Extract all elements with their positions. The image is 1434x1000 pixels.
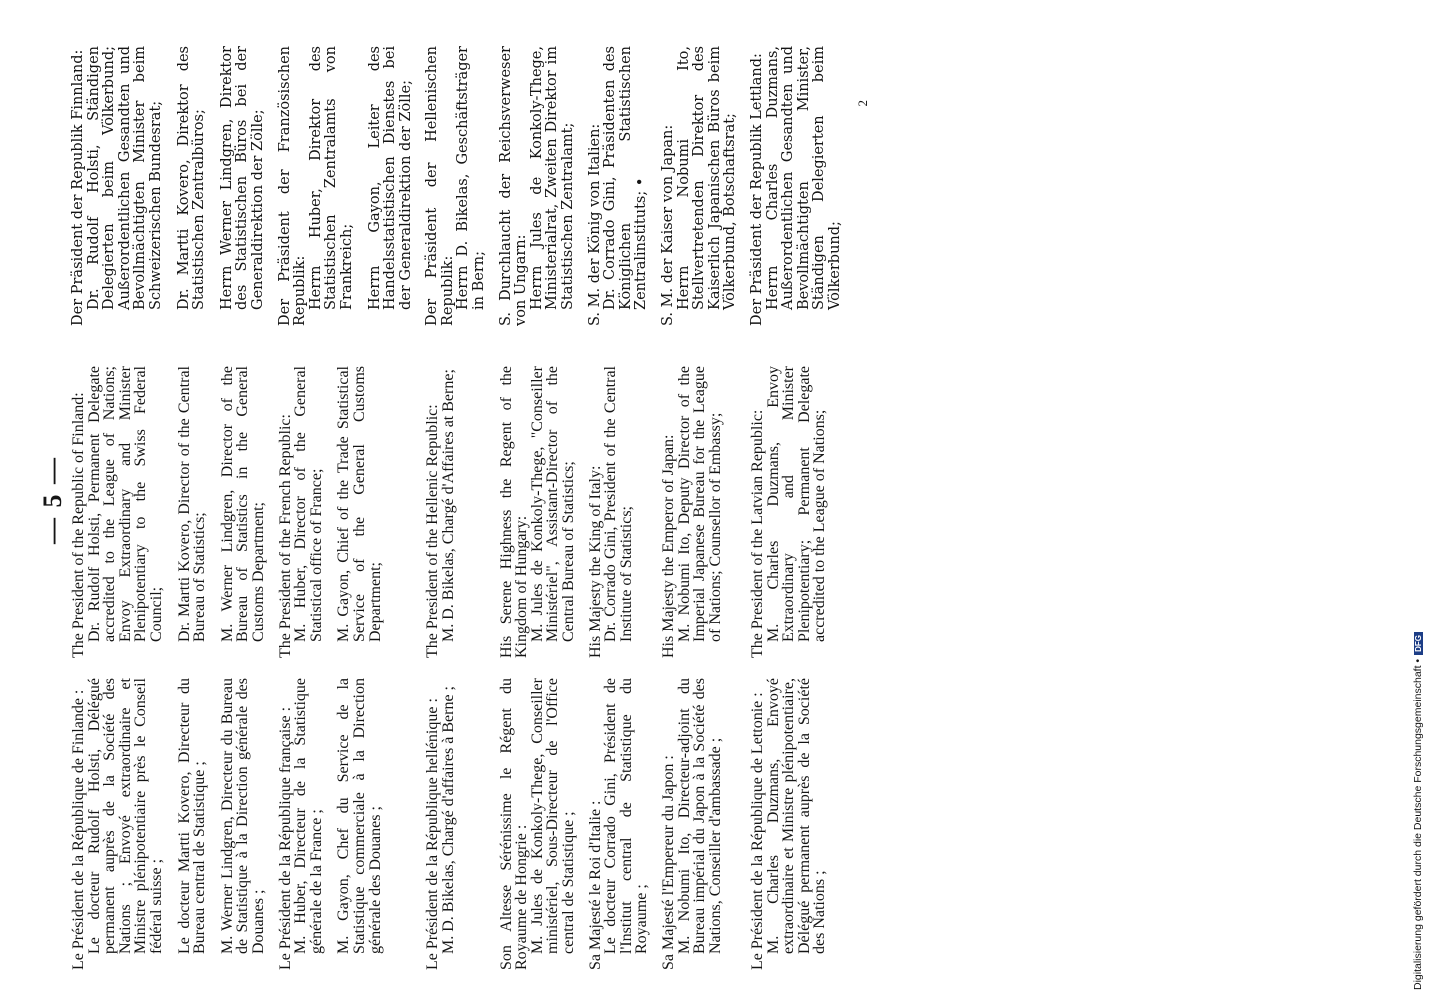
delegate-entry: Dr. Martti Kovero, Director of the Central Bureau of Statistics; [175,366,209,642]
head-of-state: Der Präsident der Republik Lettland: [748,53,765,326]
plenipotentiary-section [278,30,415,970]
delegate-entry: Herrn Charles Duzmans, Außerordentlichen Gesandten und Bevollmächtigten Minister, Ständigen Delegierten beim Völkerbund; [764,46,843,310]
column-fr [425,658,487,970]
column-en [661,326,739,658]
delegate-entry: M. Huber, Directeur de la Statistique générale de la France ; [292,678,325,954]
column-en [499,326,577,658]
column-de [588,46,650,326]
column-en [750,326,844,658]
delegate-entry: Herrn Gayon, Leiter des Handelsstatistischen Dienstes bei der Generaldirektion der Zölle; [366,46,414,310]
delegate-entry: Dr. Corrado Gini, President of the Central Institute of Statistics; [602,366,635,642]
digitization-credit-text: Digitalisierung gefördert durch die Deutsche Forschungsgemeinschaft • [1412,658,1424,990]
signature-mark: 2 [854,100,870,107]
head-of-state: Le Président de la République hellénique : [424,698,442,970]
head-of-state: S. M. der Kaiser von Japan: [660,124,676,326]
delegate-entry: M. Charles Duzmans, Envoy Extraordinary and Minister Plenipotentiary; Permanent Delegate accredited to the League of Nations; [764,366,829,642]
head-of-state: The President of the French Republic: [276,414,294,658]
page-number: — 5 — [38,456,67,544]
delegate-entry: M. Werner Lindgren, Director of the Bureau of Statistics in the General Customs Department; [218,366,267,642]
plenipotentiary-section [425,30,487,970]
column-en [588,326,650,658]
head-of-state: His Majesty the King of Italy: [586,465,604,658]
head-of-state: Sa Majesté le Roi d'Italie : [586,800,604,970]
column-en [278,326,415,658]
delegate-entry: Herrn Huber, Direktor des Statistischen Zentralamts von Frankreich; [307,46,355,310]
plenipotentiary-section [661,30,739,970]
head-of-state: Le Président de la République française : [276,706,294,970]
head-of-state: Le Président de la République de Finlande : [70,689,87,970]
column-fr [588,658,650,970]
head-of-state: The President of the Republic of Finland: [70,392,87,658]
column-fr [499,658,577,970]
head-of-state: S. Durchlaucht der Reichsverweser von Ungarn: [497,46,530,326]
head-of-state: The President of the Latvian Republic: [748,409,766,658]
delegate-entry: M. Nobumi Ito, Directeur-adjoint du Bureau impérial du Japon à la Société des Nations, Conseiller d'ambassade ; [675,678,724,954]
plenipotentiary-section [750,30,844,970]
treaty-plenipotentiaries-list [71,30,844,970]
head-of-state: Der Präsident der Hellenischen Republik: [424,46,456,326]
delegate-entry: M. Jules de Konkoly-Thege, Conseiller ministériel, Sous-Directeur de l'Office central de Statistique ; [528,678,578,954]
delegate-entry: Herrn Werner Lindgren, Direktor des Statistischen Büros bei der Generaldirektion der Zölle; [218,46,266,310]
column-de [661,46,739,326]
delegate-entry: Dr. Rudolf Holsti, Permanent Delegate accredited to the League of Nations; Envoy Extraordinary and Minister Plenipotentiary to the Swiss Federal Council; [85,366,165,642]
column-en [425,326,487,658]
head-of-state: S. M. der König von Italien: [586,123,603,326]
delegate-entry: M. D. Bikelas, Chargé d'affaires à Berne ; [439,686,457,954]
column-de [278,46,415,326]
column-de [750,46,844,326]
head-of-state: His Serene Highness the Regent of the Kingdom of Hungary: [497,366,531,658]
column-fr [750,658,844,970]
delegate-entry: M. Charles Duzmans, Envoyé extraordinaire et Ministre plénipotentiaire, Délégué permanent auprès de la Société des Nations ; [764,678,829,954]
column-de [425,46,487,326]
head-of-state: Der Präsident der Französischen Republik: [276,46,309,326]
column-de [499,46,577,326]
delegate-entry: M. Nobumi Ito, Deputy Director of the Imperial Japanese Bureau for the League of Nations; Counsellor of Embassy; [675,366,724,642]
delegate-entry: M. Huber, Director of the General Statistical office of France; [292,366,325,642]
dfg-logo: DFG [1414,632,1423,655]
delegate-entry: Herrn Jules de Konkoly-Thege, Ministerialrat, Zweiten Direktor im Statistischen Zentralamt; [528,46,577,310]
column-fr [71,658,267,970]
delegate-entry: M. Gayon, Chief of the Trade Statistical Service of the General Customs Department; [335,366,384,642]
delegate-entry: Herrn Nobumi Ito, Stellvertretenden Direktor des Kaiserlich Japanischen Büros beim Völkerbund, Botschaftsrat; [675,46,739,310]
rotated-document-page [35,30,1365,970]
head-of-state: Der Präsident der Republik Finnland: [70,49,86,326]
head-of-state: Son Altesse Sérénissime le Régent du Royaume de Hongrie : [497,678,531,970]
delegate-entry: Le docteur Corrado Gini, Président de l'Institut central de Statistique du Royaume ; [602,678,651,954]
plenipotentiary-section [71,30,267,970]
head-of-state: Sa Majesté l'Empereur du Japon : [660,755,677,970]
column-fr [661,658,739,970]
plenipotentiary-section [588,30,650,970]
delegate-entry: M. Jules de Konkoly-Thege, "Conseiller Ministériel", Assistant-Director of the Central Bureau of Statistics; [528,366,578,642]
delegate-entry: Herrn D. Bikelas, Geschäftsträger in Bern; [455,46,488,310]
digitization-credit [1412,632,1424,990]
head-of-state: His Majesty the Emperor of Japan: [660,434,677,658]
plenipotentiary-section [499,30,577,970]
head-of-state: The President of the Hellenic Republic: [424,404,442,658]
delegate-entry: Le docteur Martti Kovero, Directeur du Bureau central de Statistique ; [175,678,209,954]
delegate-entry: Dr. Rudolf Holsti, Ständigen Delegierten beim Völkerbund; Außerordentlichen Gesandten und Bevollmächtigten Minister beim Schweizerischen Bundesrat; [85,46,164,310]
delegate-entry: Dr. Corrado Gini, Präsidenten des Königlichen Statistischen Zentralinstituts; • [602,46,650,310]
column-fr [278,658,415,970]
delegate-entry: Le docteur Rudolf Holsti, Délégué permanent auprès de la Société des Nations ; Envoyé extraordinaire et Ministre plénipotentiaire près le Conseil fédéral suisse ; [85,678,165,954]
delegate-entry: M. Gayon, Chef du Service de la Statistique commerciale à la Direction générale des Douanes ; [335,678,384,954]
column-en [71,326,267,658]
delegate-entry: M. D. Bikelas, Chargé d'Affaires at Berne; [439,369,457,642]
delegate-entry: M. Werner Lindgren, Directeur du Bureau de Statistique à la Direction générale des Douanes ; [218,678,267,954]
column-de [71,46,267,326]
delegate-entry: Dr. Martti Kovero, Direktor des Statistischen Zentralbüros; [175,46,208,310]
head-of-state: Le Président de la République de Lettonie : [748,692,766,970]
